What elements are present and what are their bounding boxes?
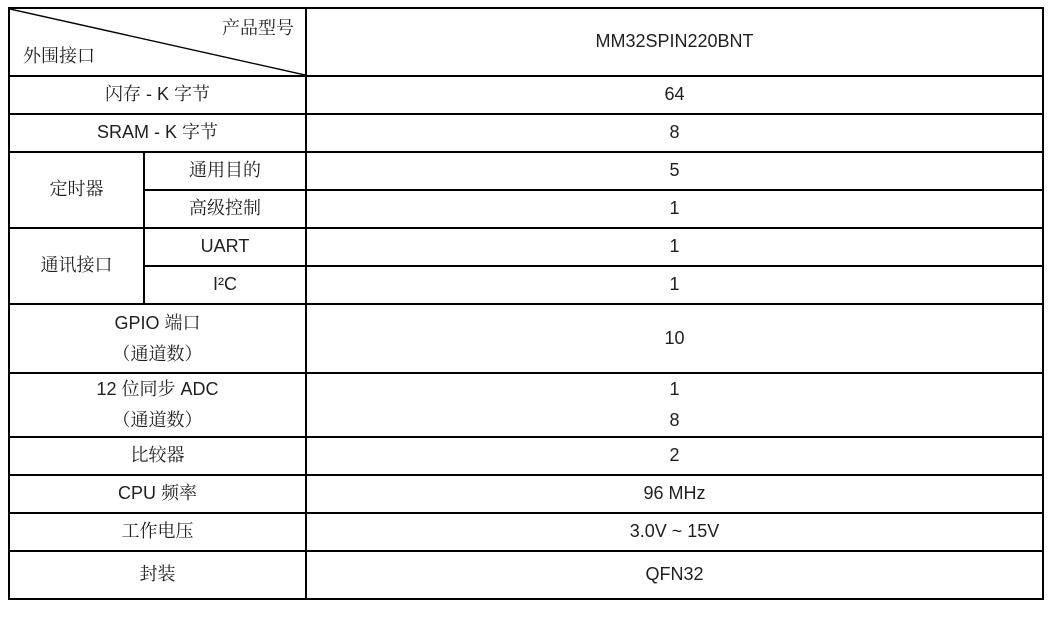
i2c-label-cell: I²C <box>144 266 306 304</box>
gpio-label-cell <box>9 304 306 373</box>
timer-group-cell: 定时器 <box>9 152 144 228</box>
table-row-comm-uart <box>9 228 1043 266</box>
uart-value-cell: 1 <box>306 228 1043 266</box>
package-label-cell: 封装 <box>9 551 306 599</box>
comparator-label-cell: 比较器 <box>9 437 306 475</box>
i2c-value-cell: 1 <box>306 266 1043 304</box>
adc-value-line2: 8 <box>669 410 680 430</box>
table-row-timer-general <box>9 152 1043 190</box>
corner-header-cell <box>9 8 306 76</box>
table-row-adc <box>9 373 1043 437</box>
product-model-cell: MM32SPIN220BNT <box>306 8 1043 76</box>
timer-general-value-cell: 5 <box>306 152 1043 190</box>
voltage-value-cell: 3.0V ~ 15V <box>306 513 1043 551</box>
adc-value-cell <box>306 373 1043 437</box>
table-row-voltage <box>9 513 1043 551</box>
gpio-value-cell: 10 <box>306 304 1043 373</box>
cpu-freq-value-cell: 96 MHz <box>306 475 1043 513</box>
flash-label-cell: 闪存 - K 字节 <box>9 76 306 114</box>
comm-group-cell: 通讯接口 <box>9 228 144 304</box>
adc-label-line2: （通道数） <box>112 410 203 430</box>
table-row-timer-advanced <box>9 190 1043 228</box>
table-row-gpio <box>9 304 1043 373</box>
table-row-cpu-freq <box>9 475 1043 513</box>
spec-table <box>8 7 1044 600</box>
uart-label-cell: UART <box>144 228 306 266</box>
timer-general-label-cell: 通用目的 <box>144 152 306 190</box>
adc-label-line1: 12 位同步 ADC <box>96 379 219 399</box>
table-row-comparator <box>9 437 1043 475</box>
table-row-package <box>9 551 1043 599</box>
corner-top-label: 产品型号 <box>222 18 294 38</box>
sram-value-cell: 8 <box>306 114 1043 152</box>
table-row-flash <box>9 76 1043 114</box>
gpio-label-line1: GPIO 端口 <box>114 312 201 333</box>
flash-value-cell: 64 <box>306 76 1043 114</box>
timer-advanced-label-cell: 高级控制 <box>144 190 306 228</box>
package-value-cell: QFN32 <box>306 551 1043 599</box>
sram-label-cell: SRAM - K 字节 <box>9 114 306 152</box>
comparator-value-cell: 2 <box>306 437 1043 475</box>
timer-advanced-value-cell: 1 <box>306 190 1043 228</box>
cpu-freq-label-cell: CPU 频率 <box>9 475 306 513</box>
adc-value-line1: 1 <box>669 379 680 399</box>
corner-bottom-label: 外围接口 <box>23 46 95 67</box>
header-row <box>9 8 1043 76</box>
voltage-label-cell: 工作电压 <box>9 513 306 551</box>
adc-label-cell <box>9 373 306 437</box>
gpio-label-line2: （通道数） <box>112 343 203 364</box>
table-row-comm-i2c <box>9 266 1043 304</box>
table-row-sram <box>9 114 1043 152</box>
